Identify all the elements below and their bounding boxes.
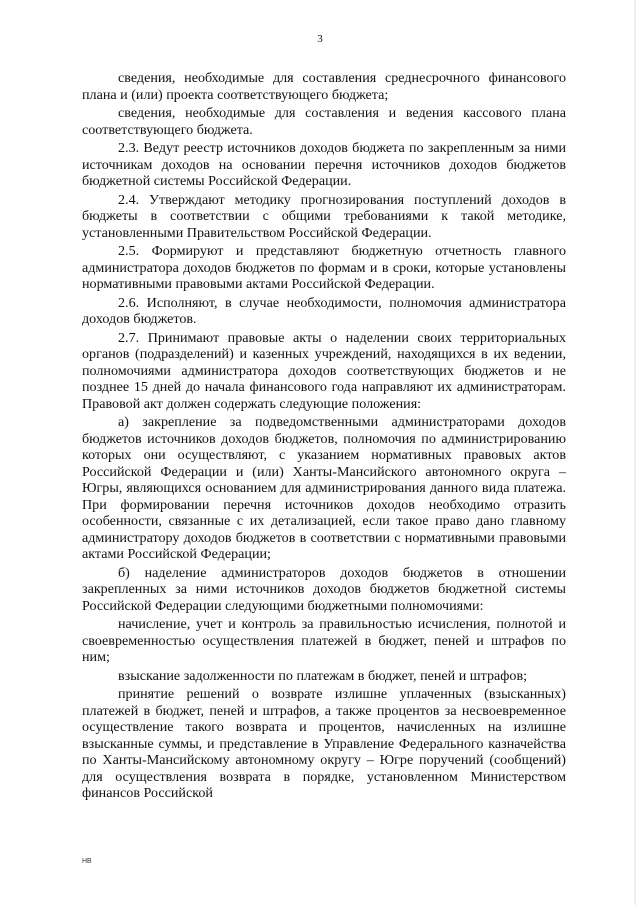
- paragraph-2-6: 2.6. Исполняют, в случае необходимости, полномочия администратора доходов бюджетов.: [82, 294, 566, 327]
- paragraph-1: сведения, необходимые для составления среднесрочного финансового плана и (или) проекта соответствующего бюджета;: [82, 70, 566, 103]
- paragraph-refund-decisions: принятие решений о возврате излишне уплаченных (взысканных) платежей в бюджет, пеней и штрафов, а также процентов за несвоевременное осуществление такого возврата и процентов, начисленных на излишне взысканные суммы, и представление в Управление Федерального казначейства по Ханты-Мансийскому автономному округу – Югре поручений (сообщений) для осуществления возврата в порядке, установленном Министерством финансов Российской: [82, 686, 566, 801]
- paragraph-2-4: 2.4. Утверждают методику прогнозирования поступлений доходов в бюджеты в соответствии с общими требованиями к такой методике, установленными Правительством Российской Федерации.: [82, 191, 566, 241]
- paragraph-2: сведения, необходимые для составления и ведения кассового плана соответствующего бюджета.: [82, 105, 566, 138]
- paragraph-debt-collection: взыскание задолженности по платежам в бюджет, пеней и штрафов;: [118, 667, 528, 684]
- paragraph-2-5: 2.5. Формируют и представляют бюджетную отчетность главного администратора доходов бюджетов по формам и в сроки, которые установлены нормативными правовыми актами Российской Федерации.: [82, 243, 566, 292]
- paragraph-accrual: начисление, учет и контроль за правильностью исчисления, полнотой и своевременностью осуществления платежей в бюджет, пеней и штрафов по ним;: [82, 616, 566, 665]
- footer-initials: НВ: [82, 858, 92, 865]
- document-body: [82, 70, 566, 804]
- scan-edge: [634, 0, 636, 905]
- page-number: 3: [317, 33, 323, 45]
- paragraph-2-3: 2.3. Ведут реестр источников доходов бюджета по закрепленным за ними источникам доходов на основании перечня источников доходов бюджетов бюджетной системы Российской Федерации.: [82, 140, 566, 189]
- paragraph-item-b: б) наделение администраторов доходов бюджетов в отношении закрепленных за ними источников доходов бюджетов бюджетной системы Российской Федерации следующими бюджетными полномочиями:: [82, 564, 566, 614]
- paragraph-item-a: а) закрепление за подведомственными администраторами доходов бюджетов источников доходов бюджетов, полномочия по администрированию которых они осуществляют, с указанием нормативных правовых актов Российской Федерации и (или) Ханты-Мансийского автономного округа – Югры, являющихся основанием для администрирования данного вида платежа. При формировании перечня источников доходов необходимо отразить особенности, связанные с их детализацией, если такое право дано главному администратору доходов бюджетов в соответствии с нормативными правовыми актами Российской Федерации;: [82, 414, 566, 562]
- paragraph-2-7: 2.7. Принимают правовые акты о наделении своих территориальных органов (подразделений) и казенных учреждений, находящихся в их ведении, полномочиями администратора доходов соответствующих бюджетов и не позднее 15 дней до начала финансового года направляют их администраторам. Правовой акт должен содержать следующие положения:: [82, 329, 566, 412]
